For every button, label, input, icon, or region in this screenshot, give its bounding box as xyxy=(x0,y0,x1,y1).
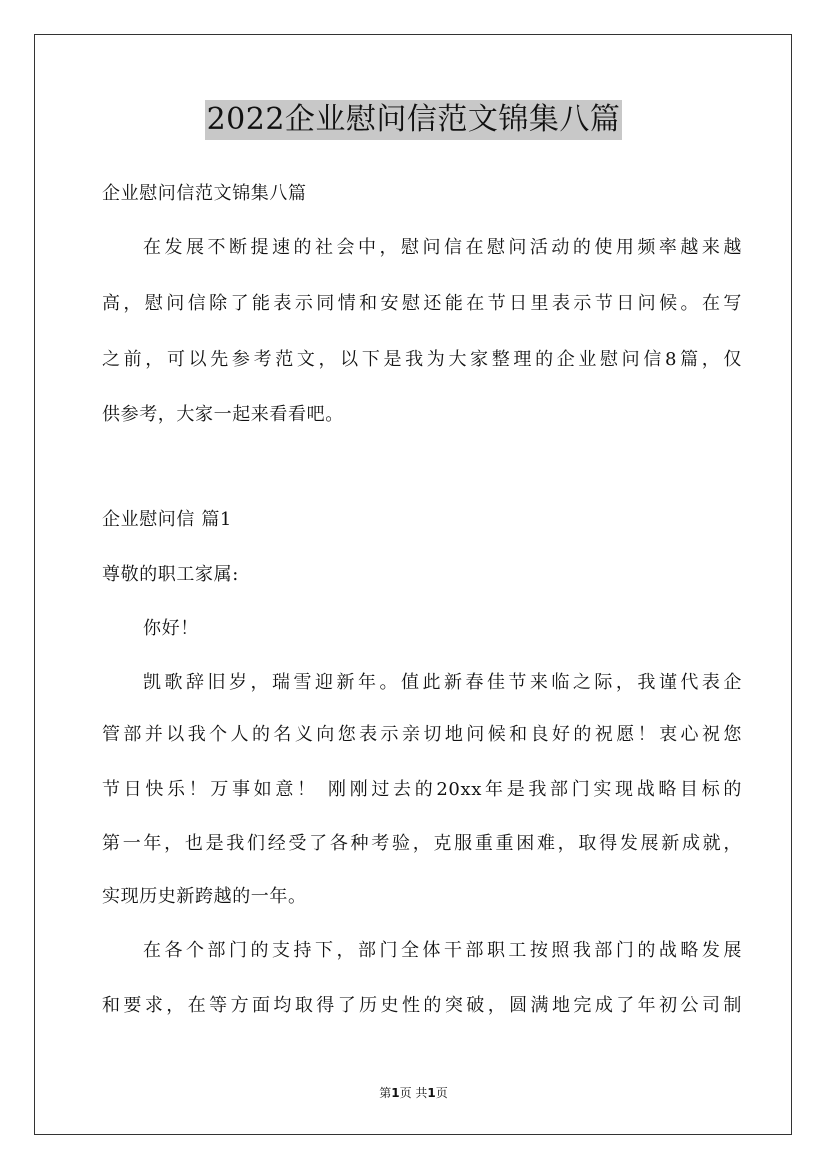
footer-prefix: 第 xyxy=(379,1086,392,1100)
greeting: 你好！ xyxy=(143,618,199,639)
footer-mid: 页 共 xyxy=(399,1086,428,1100)
salutation: 尊敬的职工家属: xyxy=(102,564,239,585)
title-container xyxy=(0,100,827,140)
page-footer xyxy=(0,1084,827,1101)
document-title: 2022企业慰问信范文锦集八篇 xyxy=(205,100,623,140)
para1-line-3: 节日快乐！万事如意！ 刚刚过去的20xx年是我部门实现战略目标的 xyxy=(102,779,742,800)
para1-line-2: 管部并以我个人的名义向您表示亲切地问候和良好的祝愿！衷心祝您 xyxy=(102,724,742,745)
section-heading: 企业慰问信 篇1 xyxy=(102,509,232,530)
para1-line-4: 第一年，也是我们经受了各种考验，克服重重困难，取得发展新成就， xyxy=(102,833,742,854)
intro-line-4: 供参考，大家一起来看看吧。 xyxy=(102,404,344,425)
para2-line-2: 和要求，在等方面均取得了历史性的突破，圆满地完成了年初公司制 xyxy=(102,995,742,1016)
intro-line-3: 之前，可以先参考范文，以下是我为大家整理的企业慰问信8篇，仅 xyxy=(102,349,742,370)
footer-page-number: 1 xyxy=(391,1086,400,1100)
document-subtitle: 企业慰问信范文锦集八篇 xyxy=(102,183,307,204)
intro-line-2: 高，慰问信除了能表示同情和安慰还能在节日里表示节日问候。在写 xyxy=(102,293,742,314)
para2-line-1: 在各个部门的支持下，部门全体干部职工按照我部门的战略发展 xyxy=(143,940,742,961)
para1-line-5: 实现历史新跨越的一年。 xyxy=(102,886,307,907)
footer-suffix: 页 xyxy=(435,1086,448,1100)
footer-page-total: 1 xyxy=(427,1086,436,1100)
intro-line-1: 在发展不断提速的社会中，慰问信在慰问活动的使用频率越来越 xyxy=(143,237,742,258)
para1-line-1: 凯歌辞旧岁，瑞雪迎新年。值此新春佳节来临之际，我谨代表企 xyxy=(143,672,742,693)
